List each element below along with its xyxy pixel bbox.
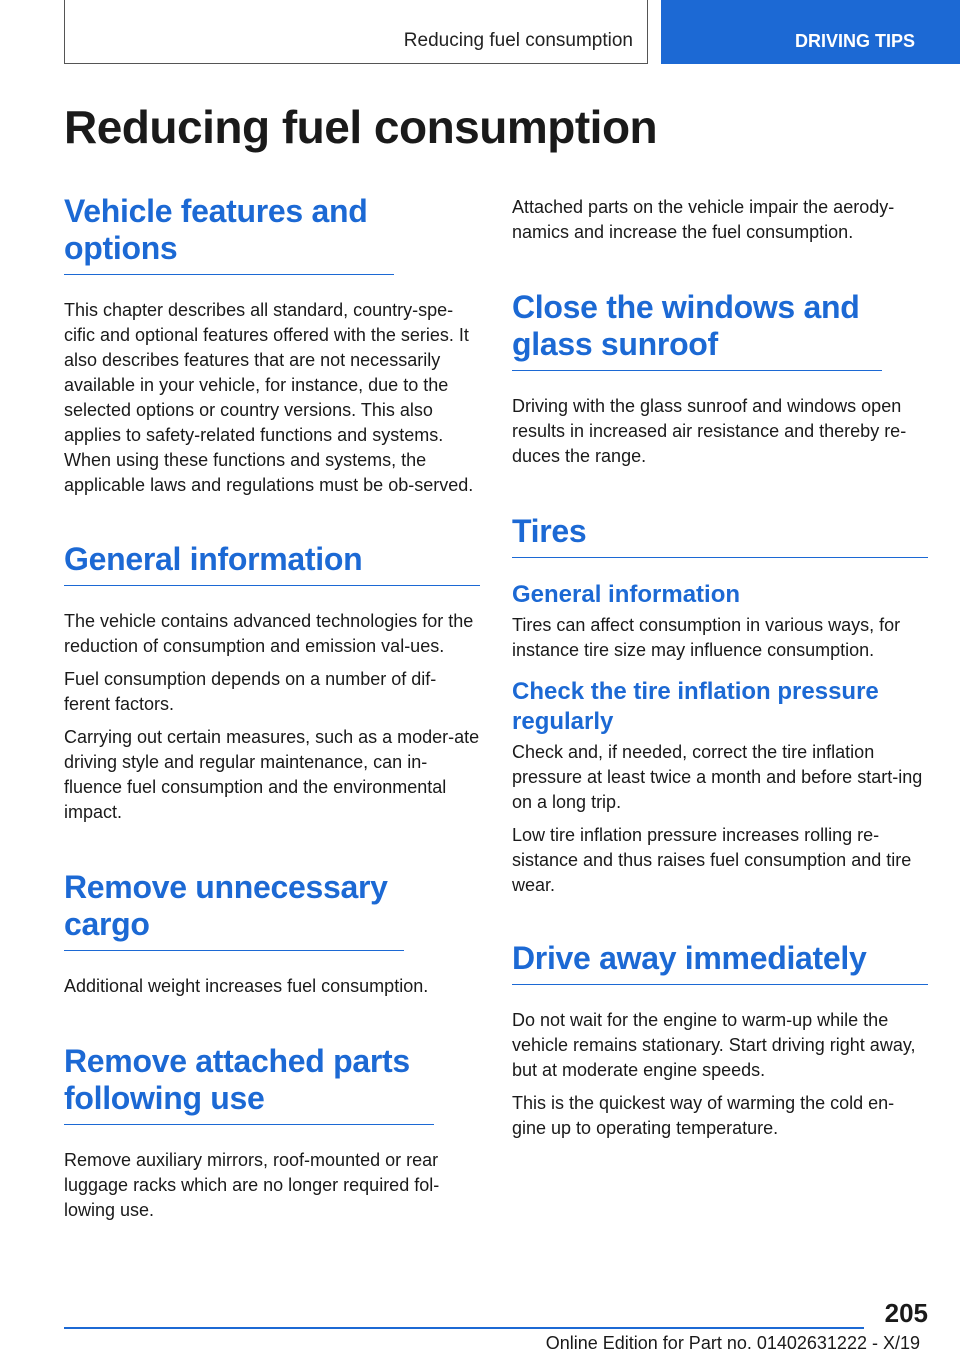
header-chapter-tab[interactable] <box>661 0 960 64</box>
edition-note: Online Edition for Part no. 01402631222 - X/19 <box>545 1333 920 1353</box>
heading-close-windows: Close the windows and glass sunroof <box>512 289 882 371</box>
footer-divider <box>64 1327 864 1329</box>
tires-general-text: Tires can affect consumption in various ways, for instance tire size may influence consumption. <box>512 615 901 660</box>
drive-away-para-1: Do not wait for the engine to warm-up while the vehicle remains stationary. Start driving right away, but at moderate engine speeds. <box>512 1010 916 1080</box>
heading-remove-cargo: Remove unnecessary cargo <box>64 869 404 951</box>
header-section-title: Reducing fuel consumption <box>403 30 633 51</box>
heading-remove-parts: Remove attached parts following use <box>64 1043 434 1125</box>
drive-away-para-2: This is the quickest way of warming the cold en-gine up to operating temperature. <box>512 1093 895 1138</box>
vehicle-features-text: This chapter describes all standard, country-spe-cific and optional features offered with the series. It also describes features that are not necessarily available in your vehicle, for instance, due to the selected options or country versions. This also applies to safety-related functions and systems. When using these functions and systems, the applicable laws and regulations must be ob-served. <box>64 300 474 495</box>
heading-tires: Tires <box>512 513 928 558</box>
right-column <box>512 193 928 1141</box>
page-title: Reducing fuel consumption <box>64 101 658 153</box>
header-section-box <box>64 0 648 64</box>
subheading-tires-general: General information <box>512 581 741 608</box>
page-number: 205 <box>884 1298 928 1328</box>
attached-parts-text: Attached parts on the vehicle impair the aerody-namics and increase the fuel consumption. <box>512 197 895 242</box>
heading-vehicle-features: Vehicle features and options <box>64 193 394 275</box>
tire-pressure-para-1: Check and, if needed, correct the tire inflation pressure at least twice a month and before start-ing on a long trip. <box>512 742 923 812</box>
heading-drive-away: Drive away immediately <box>512 940 928 985</box>
remove-cargo-text: Additional weight increases fuel consumption. <box>64 976 429 996</box>
general-info-para-1: The vehicle contains advanced technologies for the reduction of consumption and emission val-ues. <box>64 611 474 656</box>
header-chapter-title: DRIVING TIPS <box>795 31 916 51</box>
subheading-tire-pressure: Check the tire inflation pressure regularly <box>512 678 879 735</box>
general-info-para-2: Fuel consumption depends on a number of dif-ferent factors. <box>64 669 437 714</box>
tire-pressure-para-2: Low tire inflation pressure increases rolling re-sistance and thus raises fuel consumption and tire wear. <box>512 825 912 895</box>
heading-general-information: General information <box>64 541 480 586</box>
remove-parts-text: Remove auxiliary mirrors, roof-mounted or rear luggage racks which are no longer required fol-lowing use. <box>64 1150 440 1220</box>
close-windows-text: Driving with the glass sunroof and windows open results in increased air resistance and thereby re-duces the range. <box>512 396 907 466</box>
general-info-para-3: Carrying out certain measures, such as a moder-ate driving style and regular maintenance, can in-fluence fuel consumption and the environmental impact. <box>64 727 480 822</box>
left-column <box>64 193 480 1223</box>
